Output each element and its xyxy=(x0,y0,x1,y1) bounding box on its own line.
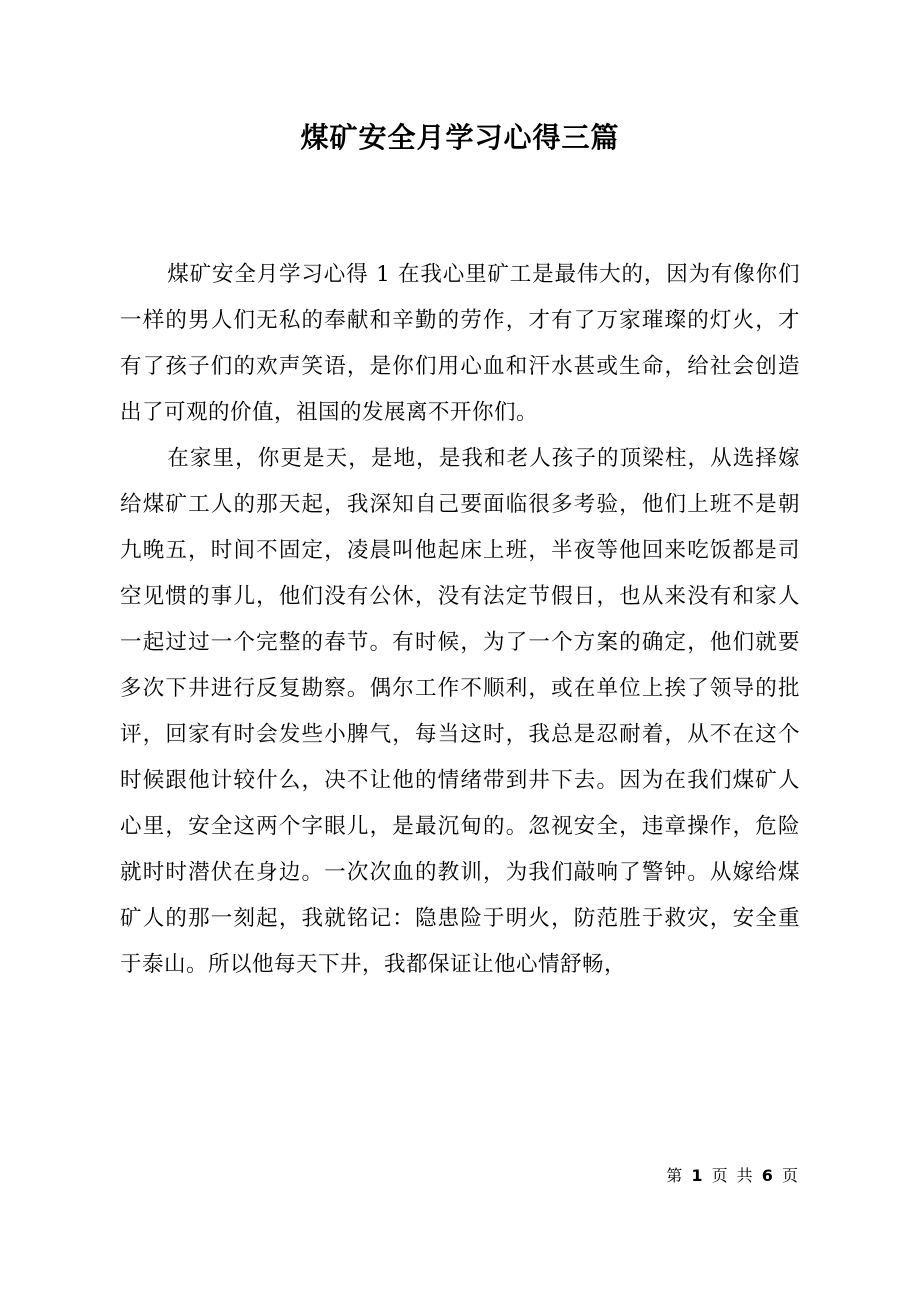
paragraph: 在家里，你更是天，是地，是我和老人孩子的顶梁柱，从选择嫁给煤矿工人的那天起，我深知自己要面临很多考验，他们上班不是朝九晚五，时间不固定，凌晨叫他起床上班，半夜等他回来吃饭都是司空见惯的事儿，他们没有公休，没有法定节假日，也从来没有和家人一起过过一个完整的春节。有时候，为了一个方案的确定，他们就要多次下井进行反复勘察。偶尔工作不顺利，或在单位上挨了领导的批评，回家有时会发些小脾气，每当这时，我总是忍耐着，从不在这个时候跟他计较什么，决不让他的情绪带到井下去。因为在我们煤矿人心里，安全这两个字眼儿，是最沉甸的。忽视安全，违章操作，危险就时时潜伏在身边。一次次血的教训，为我们敲响了警钟。从嫁给煤矿人的那一刻起，我就铭记：隐患险于明火，防范胜于救灾，安全重于泰山。所以他每天下井，我都保证让他心情舒畅， xyxy=(120,446,800,977)
page-title: 煤矿安全月学习心得三篇 xyxy=(300,121,620,154)
paragraph: 煤矿安全月学习心得 1 在我心里矿工是最伟大的，因为有像你们一样的男人们无私的奉献和辛勤的劳作，才有了万家璀璨的灯火，才有了孩子们的欢声笑语，是你们用心血和汗水甚或生命，给社会创造出了可观的价值，祖国的发展离不开你们。 xyxy=(120,262,800,425)
footer-prefix: 第 xyxy=(666,1166,685,1185)
footer-total-pages: 6 xyxy=(761,1166,775,1185)
page-footer xyxy=(666,1163,800,1186)
footer-middle: 页 共 xyxy=(711,1166,755,1185)
footer-current-page: 1 xyxy=(691,1166,705,1185)
document-body xyxy=(120,252,800,988)
footer-suffix: 页 xyxy=(781,1166,800,1185)
